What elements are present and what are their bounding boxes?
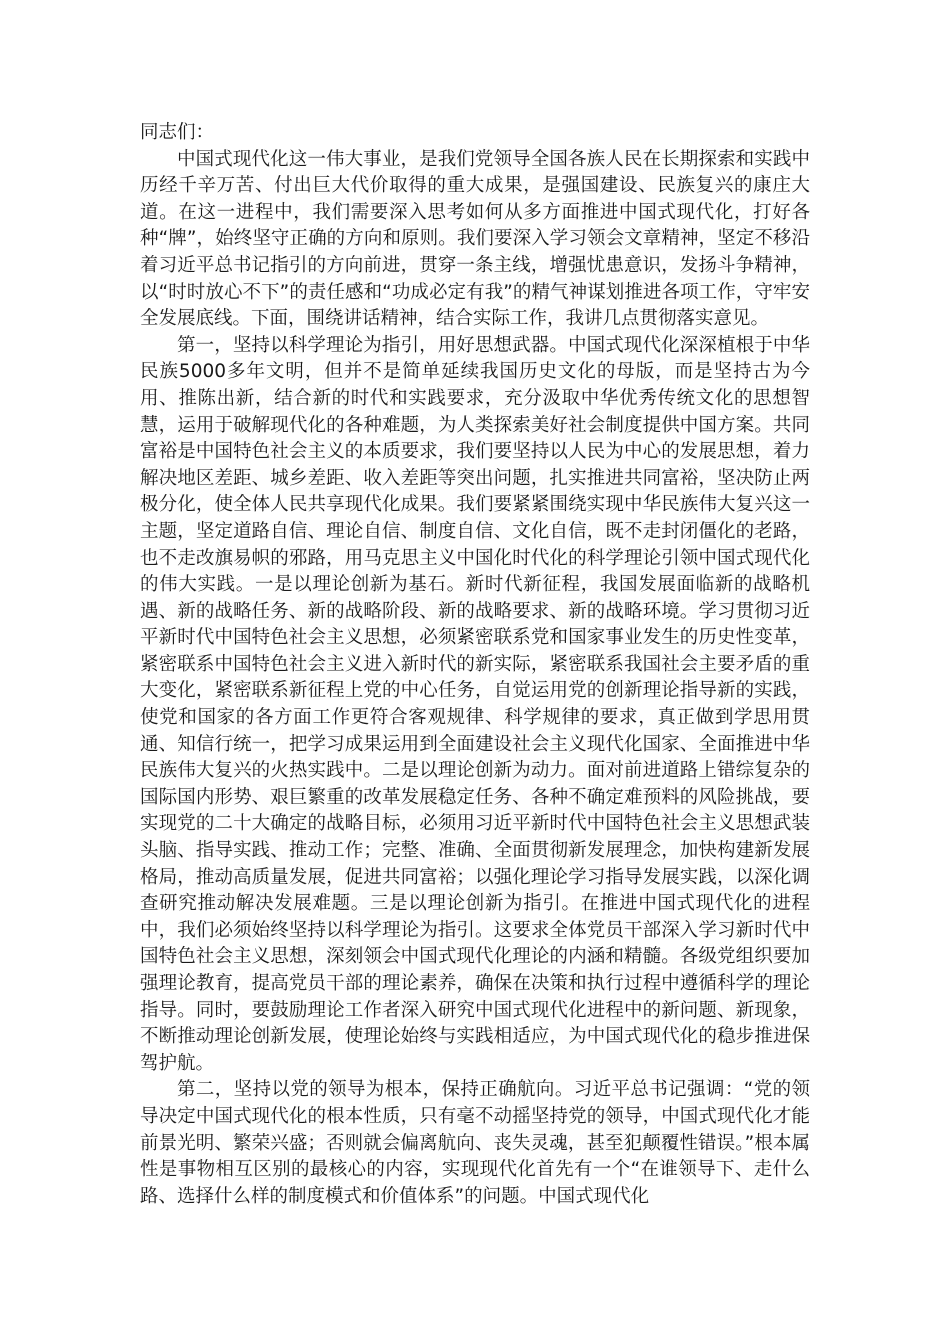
salutation: 同志们： (140, 122, 215, 143)
paragraph-intro: 中国式现代化这一伟大事业，是我们党领导全国各族人民在长期探索和实践中历经千辛万苦、付出巨大代价取得的重大成果，是强国建设、民族复兴的康庄大道。在这一进程中，我们需要深入思考如何从多方面推进中国式现代化，打好各种“牌”，始终坚守正确的方向和原则。我们要深入学习领会文章精神，坚定不移沿着习近平总书记指引的方向前进，贯穿一条主线，增强忧患意识，发扬斗争精神，以“时时放心不下”的责任感和“功成必定有我”的精气神谋划推进各项工作，守牢安全发展底线。下面，围绕讲话精神，结合实际工作，我讲几点贯彻落实意见。 (140, 148, 810, 330)
paragraph-first-point: 第一，坚持以科学理论为指引，用好思想武器。中国式现代化深深植根于中华民族5000多年文明，但并不是简单延续我国历史文化的母版，而是坚持古为今用、推陈出新，结合新的时代和实践要求，充分汲取中华优秀传统文化的思想智慧，运用于破解现代化的各种难题，为人类探索美好社会制度提供中国方案。共同富裕是中国特色社会主义的本质要求，我们要坚持以人民为中心的发展思想，着力解决地区差距、城乡差距、收入差距等突出问题，扎实推进共同富裕，坚决防止两极分化，使全体人民共享现代化成果。我们要紧紧围绕实现中华民族伟大复兴这一主题，坚定道路自信、理论自信、制度自信、文化自信，既不走封闭僵化的老路，也不走改旗易帜的邪路，用马克思主义中国化时代化的科学理论引领中国式现代化的伟大实践。一是以理论创新为基石。新时代新征程，我国发展面临新的战略机遇、新的战略任务、新的战略阶段、新的战略要求、新的战略环境。学习贯彻习近平新时代中国特色社会主义思想，必须紧密联系党和国家事业发生的历史性变革，紧密联系中国特色社会主义进入新时代的新实际，紧密联系我国社会主要矛盾的重大变化，紧密联系新征程上党的中心任务，自觉运用党的创新理论指导新的实践，使党和国家的各方面工作更符合客观规律、科学规律的要求，真正做到学思用贯通、知信行统一，把学习成果运用到全面建设社会主义现代化国家、全面推进中华民族伟大复兴的火热实践中。二是以理论创新为动力。面对前进道路上错综复杂的国际国内形势、艰巨繁重的改革发展稳定任务、各种不确定难预料的风险挑战，要实现党的二十大确定的战略目标，必须用习近平新时代中国特色社会主义思想武装头脑、指导实践、推动工作；完整、准确、全面贯彻新发展理念，加快构建新发展格局，推动高质量发展，促进共同富裕；以强化理论学习指导发展实践，以深化调查研究推动解决发展难题。三是以理论创新为指引。在推进中国式现代化的进程中，我们必须始终坚持以科学理论为指引。这要求全体党员干部深入学习新时代中国特色社会主义思想，深刻领会中国式现代化理论的内涵和精髓。各级党组织要加强理论教育，提高党员干部的理论素养，确保在决策和执行过程中遵循科学的理论指导。同时，要鼓励理论工作者深入研究中国式现代化进程中的新问题、新现象，不断推动理论创新发展，使理论始终与实践相适应，为中国式现代化的稳步推进保驾护航。 (140, 334, 810, 1074)
paragraph-second-point: 第二，坚持以党的领导为根本，保持正确航向。习近平总书记强调：“党的领导决定中国式现代化的根本性质，只有毫不动摇坚持党的领导，中国式现代化才能前景光明、繁荣兴盛；否则就会偏离航向、丧失灵魂，甚至犯颠覆性错误。”根本属性是事物相互区别的最核心的内容，实现现代化首先有一个“在谁领导下、走什么路、选择什么样的制度模式和价值体系”的问题。中国式现代化 (140, 1079, 810, 1207)
document-body (140, 120, 810, 1210)
